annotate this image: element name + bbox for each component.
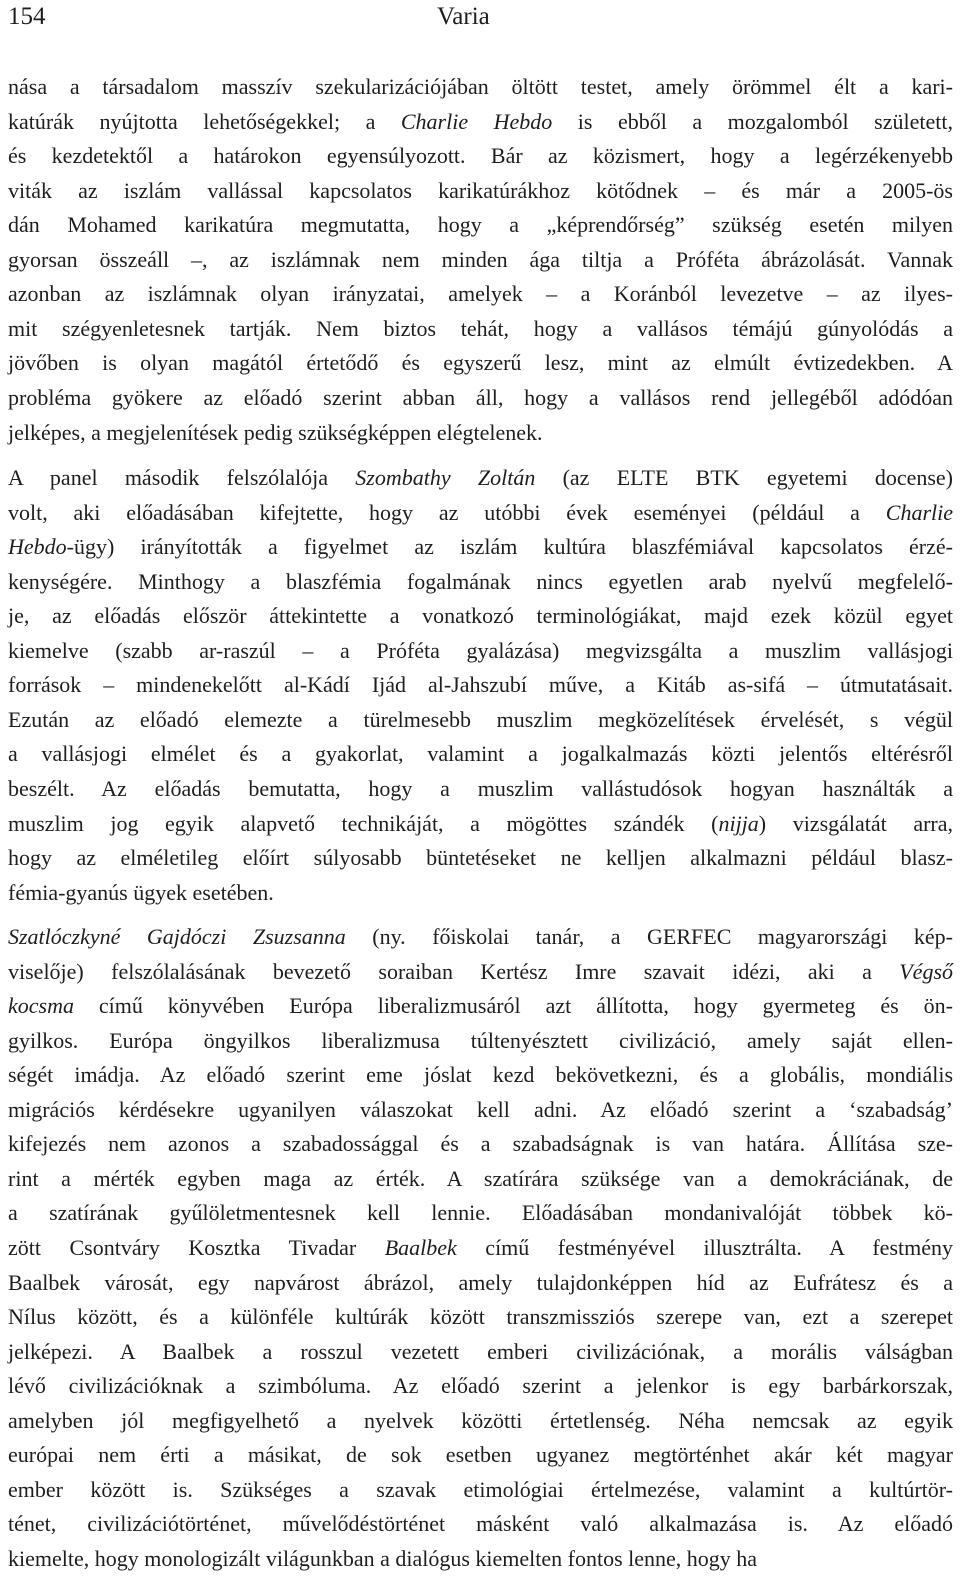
text-segment: ) vizsgálatát arra,	[758, 810, 954, 836]
text-segment: -ügy) irányították a figyelmet az iszlám kultúra blaszfémiával kapcsolatos érzé-	[66, 534, 953, 560]
text-segment: muszlim jog egyik alapvető technikáját, a mögöttes szándék (	[8, 810, 719, 836]
text-segment: A panel második felszólalója	[8, 465, 356, 490]
text-line: kifejezés nem azonos a szabadossággal és a szabadságnak is van határa. Állítása sze-	[8, 1131, 953, 1157]
text-line: jövőben is olyan magától értetődő és egyszerű lesz, mint az elmúlt évtizedekben. A	[8, 350, 953, 376]
text-line: amelyben jól megfigyelhető a nyelvek közötti értetlenség. Néha nemcsak az egyik	[8, 1407, 953, 1433]
text-line: ségét imádja. Az előadó szerint eme jóslat kezd bekövetkezni, és a globális, mondiális	[8, 1062, 953, 1088]
text-line: források – mindenekelőtt al-Kádí Ijád al-Jahszubí műve, a Kitáb as-sifá – útmutatásait.	[8, 672, 953, 698]
text-line	[8, 989, 953, 1023]
italic-text: Baalbek	[384, 1234, 457, 1260]
text-segment: zött Csontváry Kosztka Tivadar	[8, 1234, 385, 1260]
text-line	[8, 496, 953, 530]
text-segment: (az ELTE BTK egyetemi docense)	[535, 465, 953, 490]
text-line: azonban az iszlámnak olyan irányzatai, amelyek – a Koránból levezetve – az ilyes-	[8, 281, 953, 307]
text-line: ember között is. Szükséges a szavak etimológiai értelmezése, valamint a kultúrtör-	[8, 1476, 953, 1502]
italic-text: Végső	[899, 958, 953, 984]
text-segment: volt, aki előadásában kifejtette, hogy az utóbbi évek eseményei (például a	[8, 499, 886, 525]
text-segment: katúrák nyújtotta lehetőségekkel; a	[8, 108, 401, 134]
text-line: je, az előadás először áttekintette a vonatkozó terminológiákat, majd ezek közül egyet	[8, 603, 953, 629]
text-line: jelképezi. A Baalbek a rosszul vezetett emberi civilizációnak, a morális válságban	[8, 1338, 953, 1364]
text-line: viták az iszlám vallással kapcsolatos karikatúrákhoz kötődnek – és már a 2005-ös	[8, 177, 953, 203]
text-line: Nílus között, és a különféle kultúrák között transzmissziós szerepe van, ezt a szerepet	[8, 1304, 953, 1330]
text-line	[8, 530, 953, 564]
italic-text: kocsma	[8, 993, 74, 1019]
text-line	[8, 955, 953, 989]
text-line: gyilkos. Európa öngyilkos liberalizmusa túltenyésztett civilizáció, amely saját ellen-	[8, 1027, 953, 1053]
italic-text: nijja	[718, 810, 759, 836]
text-line: mit szégyenletesnek tartják. Nem biztos tehát, hogy a vallásos témájú gúnyolódás a	[8, 315, 953, 341]
text-line	[8, 1231, 953, 1265]
text-line: Ezután az előadó elemezte a türelmesebb muszlim megközelítések érvelését, s végül	[8, 706, 953, 732]
text-line: jelképes, a megjelenítések pedig szükségképpen elégtelenek.	[8, 419, 543, 445]
text-line: hogy az elméletileg előírt súlyosabb büntetéseket ne kelljen alkalmazni például blasz-	[8, 845, 953, 871]
text-line: kiemelve (szabb ar-raszúl – a Próféta gyalázása) megvizsgálta a muszlim vallásjogi	[8, 637, 953, 663]
text-line: fémia-gyanús ügyek esetében.	[8, 879, 274, 905]
text-segment: viselője) felszólalásának bevezető soraiban Kertész Imre szavait idézi, aki a	[8, 958, 900, 984]
text-line: probléma gyökere az előadó szerint abban áll, hogy a vallásos rend jellegéből adódóan	[8, 384, 953, 410]
text-line	[8, 807, 953, 841]
text-line: dán Mohamed karikatúra megmutatta, hogy a „képrendőrség” szükség esetén milyen	[8, 212, 953, 238]
italic-text: Szatlóczkyné Gajdóczi Zsuzsanna	[8, 924, 346, 949]
text-line: rint a mérték egyben maga az érték. A szatírára szüksége van a demokráciának, de	[8, 1165, 953, 1191]
text-line: kenységére. Minthogy a blaszfémia fogalmának nincs egyetlen arab nyelvű megfelelő-	[8, 568, 953, 594]
text-line: nása a társadalom masszív szekularizációjában öltött testet, amely örömmel élt a kari-	[8, 74, 953, 99]
text-line: gyorsan összeáll –, az iszlámnak nem minden ága tiltja a Próféta ábrázolását. Vannak	[8, 246, 953, 272]
text-line: lévő civilizációknak a szimbóluma. Az előadó szerint a jelenkor is egy barbárkorszak,	[8, 1373, 953, 1399]
text-line: európai nem érti a másikat, de sok esetben ugyanez megtörténhet akár két magyar	[8, 1442, 953, 1468]
page-header	[0, 0, 960, 34]
text-segment: is ebből a mozgalomból született,	[552, 108, 953, 134]
text-segment: (ny. főiskolai tanár, a GERFEC magyarországi kép-	[345, 924, 953, 949]
italic-text: Szombathy Zoltán	[355, 465, 536, 490]
text-segment: című könyvében Európa liberalizmusáról azt állította, hogy gyermeteg és ön-	[73, 993, 953, 1019]
text-line: beszélt. Az előadás bemutatta, hogy a muszlim vallástudósok hogyan használták a	[8, 775, 953, 801]
page-number: 154	[8, 3, 46, 30]
text-line: Baalbek városát, egy napvárost ábrázol, amely tulajdonképpen híd az Eufrátesz és a	[8, 1269, 953, 1295]
italic-text: Charlie	[885, 499, 953, 525]
text-line	[8, 920, 953, 954]
text-line: ténet, civilizációtörténet, művelődéstörténet másként való alkalmazása is. Az előadó	[8, 1511, 953, 1537]
italic-text: Charlie Hebdo	[400, 108, 553, 134]
text-line: kiemelte, hogy monologizált világunkban a dialógus kiemelten fontos lenne, hogy ha	[8, 1545, 758, 1571]
italic-text: Hebdo	[8, 534, 67, 560]
text-line	[8, 461, 953, 495]
running-head: Varia	[437, 3, 490, 30]
text-line	[8, 105, 953, 139]
text-line: migrációs kérdésekre ugyanilyen válaszokat kell adni. Az előadó szerint a ‘szabadság’	[8, 1096, 953, 1122]
text-line: a szatírának gyűlöletmentesnek kell lennie. Előadásában mondanivalóját többek kö-	[8, 1200, 953, 1226]
text-line: és kezdetektől a határokon egyensúlyozott. Bár az közismert, hogy a legérzékenyebb	[8, 143, 953, 169]
text-line: a vallásjogi elmélet és a gyakorlat, valamint a jogalkalmazás közti jelentős eltérésről	[8, 741, 953, 767]
text-segment: című festményével illusztrálta. A festmény	[456, 1234, 953, 1260]
